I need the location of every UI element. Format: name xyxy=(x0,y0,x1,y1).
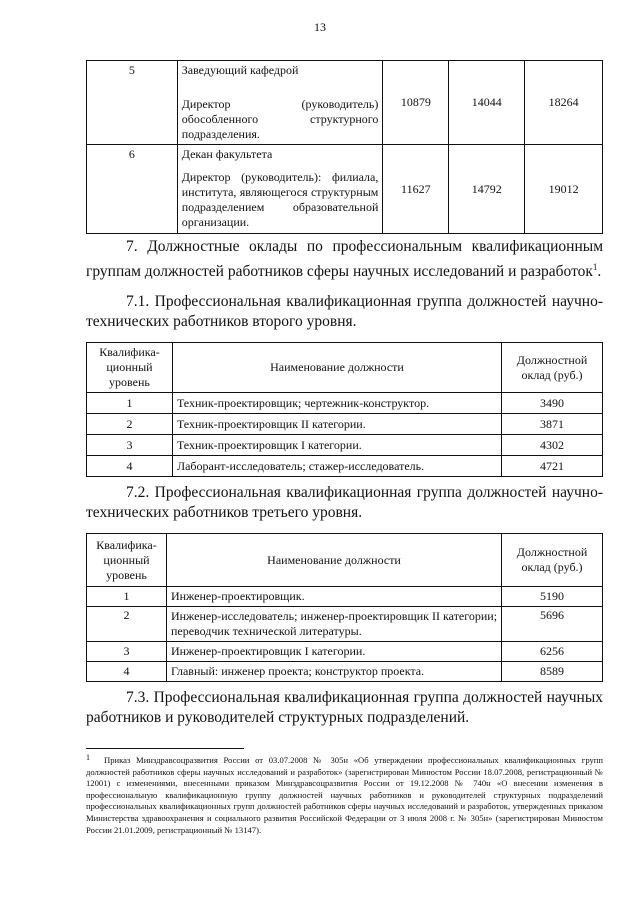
footnote-mark: 1 xyxy=(86,753,90,762)
table-row xyxy=(87,662,603,682)
level-cell: 4 xyxy=(87,456,173,477)
position-name: Декан факультета xyxy=(177,145,383,168)
header-position: Наименование должности xyxy=(166,534,501,587)
table-row xyxy=(87,456,603,477)
header-level: Квалифика-ционный уровень xyxy=(87,534,167,587)
table-header-row xyxy=(87,343,603,393)
section-7-heading: 7. Должностные оклады по профессиональным квалификационным группам должностей работников сферы научных исследований и разработок$^1$. xyxy=(86,238,603,281)
position-name: Директор (руководитель) обособленного структурного подразделения. xyxy=(177,95,383,145)
position-cell: Инженер-исследователь; инженер-проектировщик II категории; переводчик технической литературы. xyxy=(166,607,501,642)
salary-cell: 8589 xyxy=(502,662,603,682)
section-7-1-heading: 7.1. Профессиональная квалификационная группа должностей научно-технических работников второго уровня. xyxy=(86,293,603,330)
salary-table-7-1 xyxy=(86,342,603,477)
position-cell: Инженер-проектировщик I категории. xyxy=(166,642,501,662)
level-cell: 3 xyxy=(87,642,167,662)
table-row xyxy=(87,61,603,96)
salary-cell: 4302 xyxy=(502,435,603,456)
table-row xyxy=(87,393,603,414)
header-position: Наименование должности xyxy=(172,343,501,393)
row-number: 5 xyxy=(87,61,178,145)
salary-value: 11627 xyxy=(383,145,449,234)
position-cell: Инженер-проектировщик. xyxy=(166,587,501,607)
salary-value: 10879 xyxy=(383,61,449,145)
level-cell: 2 xyxy=(87,607,167,642)
position-cell: Техник-проектировщик II категории. xyxy=(172,414,501,435)
salary-value: 14044 xyxy=(449,61,525,145)
salary-cell: 3490 xyxy=(502,393,603,414)
header-salary: Должностной оклад (руб.) xyxy=(502,343,603,393)
table-row xyxy=(87,607,603,642)
page-number: 13 xyxy=(314,20,326,34)
salary-cell: 6256 xyxy=(502,642,603,662)
footnote xyxy=(86,752,603,836)
position-name: Заведующий кафедрой xyxy=(177,61,383,96)
salary-value: 19012 xyxy=(525,145,603,234)
level-cell: 1 xyxy=(87,393,173,414)
table-row xyxy=(87,642,603,662)
header-salary: Должностной оклад (руб.) xyxy=(502,534,603,587)
salary-table-continued xyxy=(86,60,603,234)
position-cell: Техник-проектировщик; чертежник-конструктор. xyxy=(172,393,501,414)
salary-cell: 4721 xyxy=(502,456,603,477)
salary-value: 14792 xyxy=(449,145,525,234)
salary-cell: 3871 xyxy=(502,414,603,435)
salary-cell: 5696 xyxy=(502,607,603,642)
table-header-row xyxy=(87,534,603,587)
row-number: 6 xyxy=(87,145,178,234)
level-cell: 1 xyxy=(87,587,167,607)
level-cell: 2 xyxy=(87,414,173,435)
table-row xyxy=(87,587,603,607)
table-row xyxy=(87,435,603,456)
level-cell: 4 xyxy=(87,662,167,682)
level-cell: 3 xyxy=(87,435,173,456)
section-7-2-heading: 7.2. Профессиональная квалификационная группа должностей научно-технических работников третьего уровня. xyxy=(86,484,603,521)
salary-cell: 5190 xyxy=(502,587,603,607)
footnote-ref: 1 xyxy=(592,262,598,272)
salary-value: 18264 xyxy=(525,61,603,145)
position-cell: Лаборант-исследователь; стажер-исследователь. xyxy=(172,456,501,477)
footnote-text: Приказ Минздравсоцразвития России от 03.07.2008 № 305н «Об утверждении профессиональных квалификационных групп должностей работников сферы научных исследований и разработок» (зарегистрирован Минюстом России 18.07.2008, регистрационный № 12001) с изменениями, внесенными приказом Минздравсоцразвития России от 19.12.2008 № 740н «О внесении изменения в профессиональную квалификационную группу должностей научных работников и руководителей структурных подразделений профессиональных квалификационных групп должностей работников сферы научных исследований и разработок, утвержденных приказом Министерства здравоохранения и социального развития Российской Федерации от 3 июля 2008 г. № 305н» (зарегистрирован Минюстом России 21.01.2009, регистрационный № 13147). xyxy=(86,755,603,835)
position-name: Директор (руководитель): филиала, института, являющегося структурным подразделением образовательной организации. xyxy=(177,167,383,234)
position-cell: Главный: инженер проекта; конструктор проекта. xyxy=(166,662,501,682)
header-level: Квалифика-ционный уровень xyxy=(87,343,173,393)
position-cell: Техник-проектировщик I категории. xyxy=(172,435,501,456)
table-row xyxy=(87,145,603,168)
footnote-divider xyxy=(86,748,244,749)
section-7-3-heading: 7.3. Профессиональная квалификационная группа должностей научных работников и руководителей структурных подразделений. xyxy=(86,689,603,726)
salary-table-7-2 xyxy=(86,533,603,682)
table-row xyxy=(87,414,603,435)
